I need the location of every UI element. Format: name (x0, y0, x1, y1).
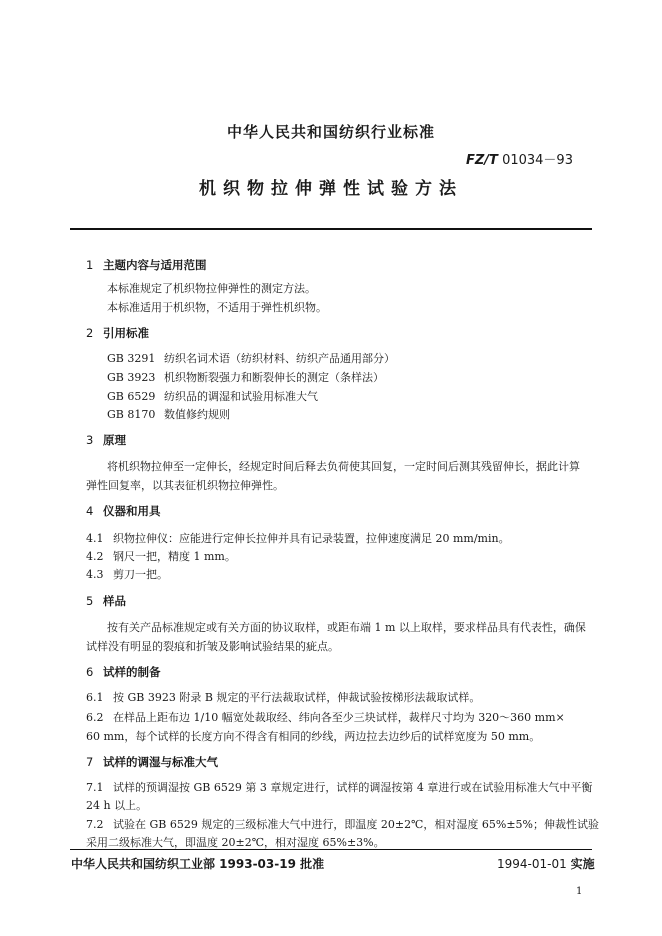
standard-number (466, 149, 573, 168)
effective-label: 实施 (570, 857, 595, 871)
standard-prefix: FZ/T (466, 153, 498, 168)
effective-date: 1994-01-01 (497, 857, 567, 871)
clause-4-2: 4.2 钢尺一把，精度 1 mm。 (86, 550, 236, 563)
document-title: 机织物拉伸弹性试验方法 (199, 179, 463, 199)
effective-date-line (497, 855, 595, 872)
header-rule (70, 228, 592, 230)
reference-item: GB 6529 纺织品的调湿和试验用标准大气 (107, 390, 318, 403)
section-1-paragraph-2: 本标准适用于机织物，不适用于弹性机织物。 (107, 301, 327, 314)
section-3-text-line-1: 将机织物拉伸至一定伸长，经规定时间后释去负荷使其回复，一定时间后测其残留伸长，据此计算 (107, 460, 580, 473)
page-number: 1 (576, 886, 583, 897)
clause-4-1: 4.1 织物拉伸仪：应能进行定伸长拉伸并具有记录装置，拉伸速度满足 20 mm/min。 (86, 532, 510, 545)
clause-7-2-continued: 采用二级标准大气，即温度 20±2℃，相对湿度 65%±3%。 (86, 836, 385, 849)
section-5-text-line-1: 按有关产品标准规定或有关方面的协议取样，或距布端 1 m 以上取样，要求样品具有代表性，确保 (107, 621, 586, 634)
clause-6-2: 6.2 在样品上距布边 1/10 幅宽处裁取经、纬向各至少三块试样，裁样尺寸均为 320～360 mm× (86, 711, 565, 724)
section-5-text-line-2: 试样没有明显的裂痕和折皱及影响试验结果的疵点。 (86, 640, 339, 653)
clause-6-1: 6.1 按 GB 3923 附录 B 规定的平行法裁取试样，伸裁试验按梯形法裁取试样。 (86, 691, 481, 704)
footer-rule (70, 849, 592, 850)
approval-line: 中华人民共和国纺织工业部 1993-03-19 批准 (71, 857, 325, 871)
reference-item: GB 8170 数值修约规则 (107, 408, 230, 421)
clause-7-1: 7.1 试样的预调湿按 GB 6529 第 3 章规定进行，试样的调湿按第 4 章进行或在试验用标准大气中平衡 (86, 781, 593, 794)
clause-7-1-continued: 24 h 以上。 (86, 799, 148, 812)
section-1-heading: 1 主题内容与适用范围 (86, 258, 207, 272)
section-3-text-line-2: 弹性回复率，以其表征机织物拉伸弹性。 (86, 479, 284, 492)
section-4-heading: 4 仪器和用具 (86, 504, 161, 518)
section-2-heading: 2 引用标准 (86, 326, 149, 340)
clause-4-3: 4.3 剪刀一把。 (86, 568, 168, 581)
issuer-heading: 中华人民共和国纺织行业标准 (226, 123, 435, 141)
section-7-heading: 7 试样的调湿与标准大气 (86, 755, 218, 769)
clause-7-2: 7.2 试验在 GB 6529 规定的三级标准大气中进行，即温度 20±2℃，相对湿度 65%±5%；伸裁性试验 (86, 818, 599, 831)
reference-item: GB 3291 纺织名词术语（纺织材料、纺织产品通用部分） (107, 352, 395, 365)
clause-6-2-continued: 60 mm，每个试样的长度方向不得含有相同的纱线，两边拉去边纱后的试样宽度为 50 mm。 (86, 730, 541, 743)
standard-code: 01034－93 (502, 153, 573, 168)
section-3-heading: 3 原理 (86, 433, 126, 447)
section-5-heading: 5 样品 (86, 594, 126, 608)
section-6-heading: 6 试样的制备 (86, 665, 161, 679)
section-1-paragraph-1: 本标准规定了机织物拉伸弹性的测定方法。 (107, 282, 316, 295)
reference-item: GB 3923 机织物断裂强力和断裂伸长的测定（条样法） (107, 371, 384, 384)
